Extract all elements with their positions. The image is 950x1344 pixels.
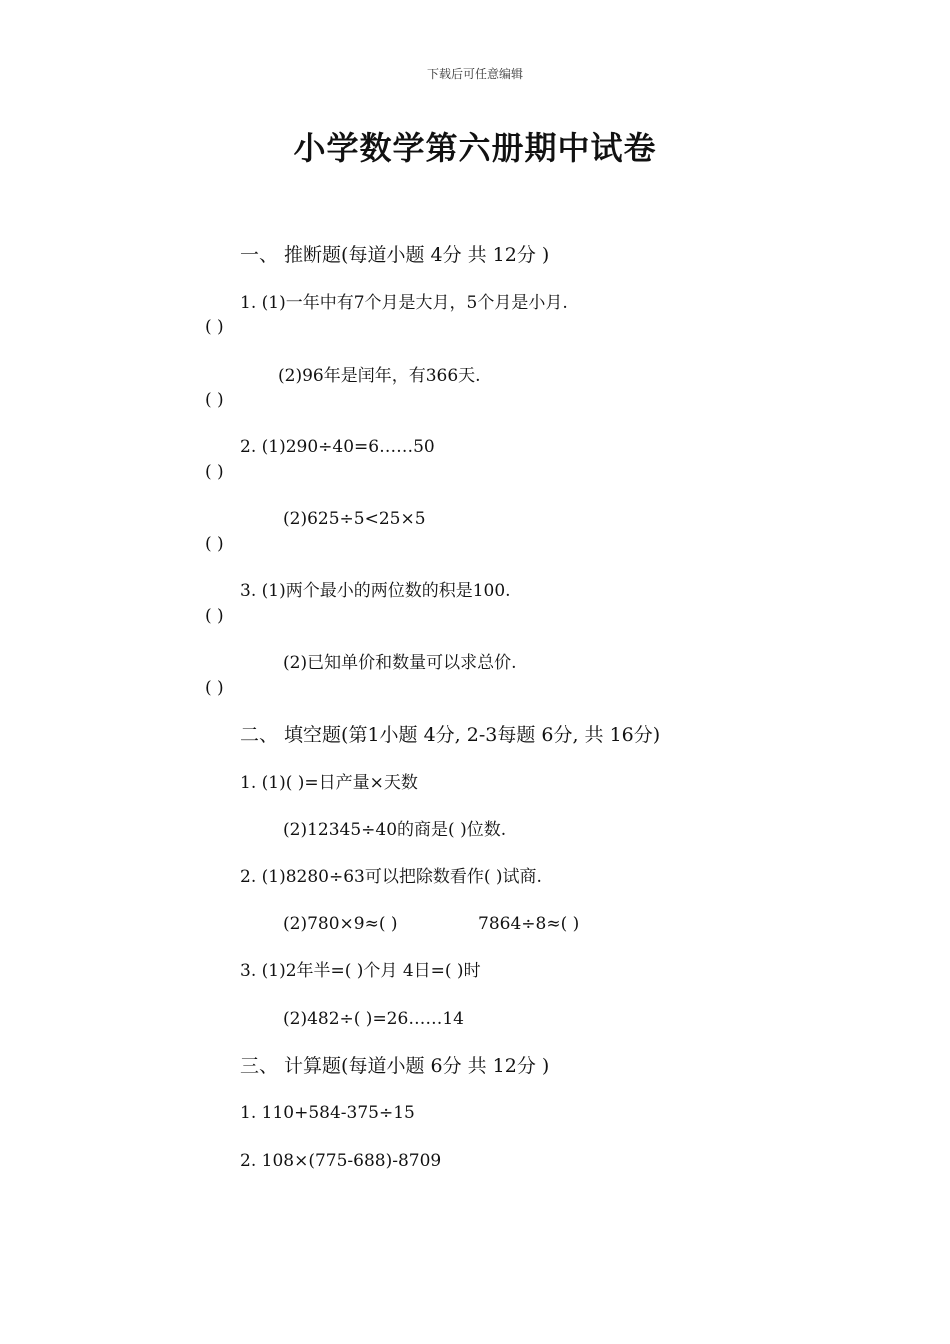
answer-paren: ( ) (205, 534, 224, 554)
s1-q2-1: 2. (1)290÷40=6……50 (240, 437, 435, 457)
answer-paren: ( ) (205, 390, 224, 410)
header-note: 下载后可任意编辑 (426, 67, 523, 81)
section3-heading: 三、 计算题(每道小题 6分 共 12分 ) (240, 1055, 550, 1077)
s2-q2-2a: (2)780×9≈( ) (283, 914, 398, 934)
s1-q3-2: (2)已知单价和数量可以求总价. (283, 653, 517, 673)
s2-q3-1: 3. (1)2年半=( )个月 4日=( )时 (240, 961, 481, 981)
s2-q3-2: (2)482÷( )=26……14 (283, 1009, 464, 1029)
section1-heading: 一、 推断题(每道小题 4分 共 12分 ) (240, 244, 550, 266)
s3-q1: 1. 110+584-375÷15 (240, 1103, 415, 1123)
s1-q1-1: 1. (1)一年中有7个月是大月，5个月是小月. (240, 293, 568, 313)
s1-q2-2: (2)625÷5<25×5 (283, 509, 426, 529)
s2-q2-1: 2. (1)8280÷63可以把除数看作( )试商. (240, 867, 542, 887)
s3-q2: 2. 108×(775-688)-8709 (240, 1151, 442, 1171)
s2-q1-2: (2)12345÷40的商是( )位数. (283, 820, 507, 840)
s2-q1-1: 1. (1)( )=日产量×天数 (240, 773, 418, 793)
s2-q2-2b: 7864÷8≈( ) (478, 914, 580, 934)
section2-heading: 二、 填空题(第1小题 4分, 2-3每题 6分, 共 16分) (240, 724, 661, 746)
answer-paren: ( ) (205, 462, 224, 482)
answer-paren: ( ) (205, 606, 224, 626)
s1-q3-1: 3. (1)两个最小的两位数的积是100. (240, 581, 511, 601)
answer-paren: ( ) (205, 317, 224, 337)
page-title: 小学数学第六册期中试卷 (293, 129, 657, 167)
answer-paren: ( ) (205, 678, 224, 698)
s1-q1-2: (2)96年是闰年，有366天. (278, 366, 481, 386)
